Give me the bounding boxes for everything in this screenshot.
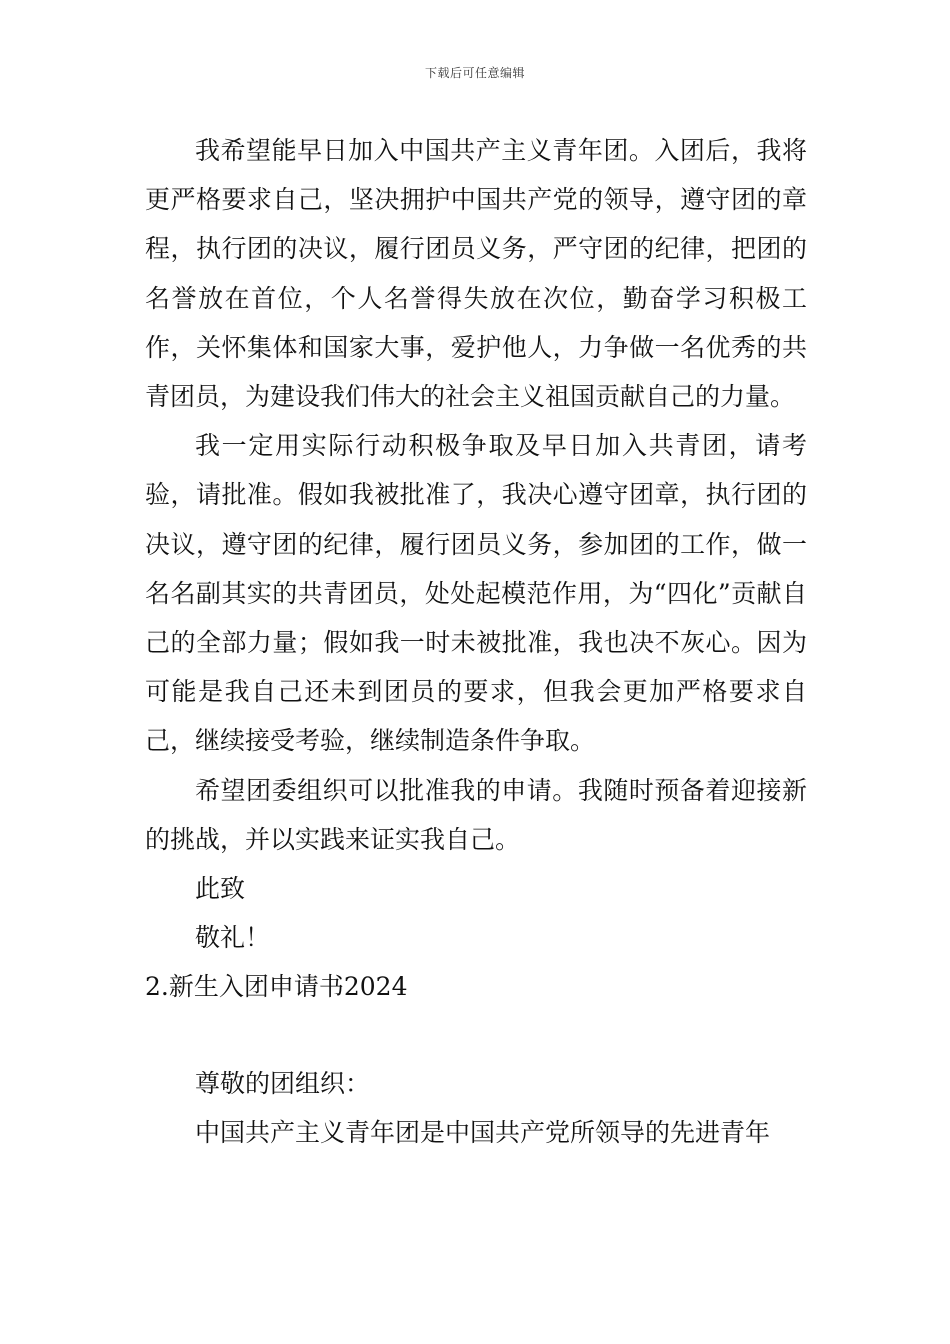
document-body	[145, 126, 807, 1157]
blank-gap	[145, 1012, 807, 1059]
closing-line-2: 敬礼！	[195, 923, 271, 953]
paragraph-1: 我希望能早日加入中国共产主义青年团。入团后，我将更严格要求自己，坚决拥护中国共产党的领导，遵守团的章程，执行团的决议，履行团员义务，严守团的纪律，把团的名誉放在首位，个人名誉得失放在次位，勤奋学习积极工作，关怀集体和国家大事，爱护他人，力争做一名优秀的共青团员，为建设我们伟大的社会主义祖国贡献自己的力量。	[145, 136, 807, 412]
paragraph-4: 中国共产主义青年团是中国共产党所领导的先进青年	[195, 1117, 771, 1147]
section-title: 2.新生入团申请书2024	[145, 972, 408, 1002]
paragraph-3: 希望团委组织可以批准我的申请。我随时预备着迎接新的挑战，并以实践来证实我自己。	[145, 775, 807, 854]
salutation: 尊敬的团组织：	[195, 1068, 371, 1098]
page-header-note: 下载后可任意编辑	[424, 66, 525, 80]
closing-line-1: 此致	[195, 874, 246, 904]
paragraph-2: 我一定用实际行动积极争取及早日加入共青团，请考验，请批准。假如我被批准了，我决心遵守团章，执行团的决议，遵守团的纪律，履行团员义务，参加团的工作，做一名名副其实的共青团员，处处起模范作用，为“四化”贡献自己的全部力量；假如我一时未被批准，我也决不灰心。因为可能是我自己还未到团员的要求，但我会更加严格要求自己，继续接受考验，继续制造条件争取。	[145, 431, 807, 756]
